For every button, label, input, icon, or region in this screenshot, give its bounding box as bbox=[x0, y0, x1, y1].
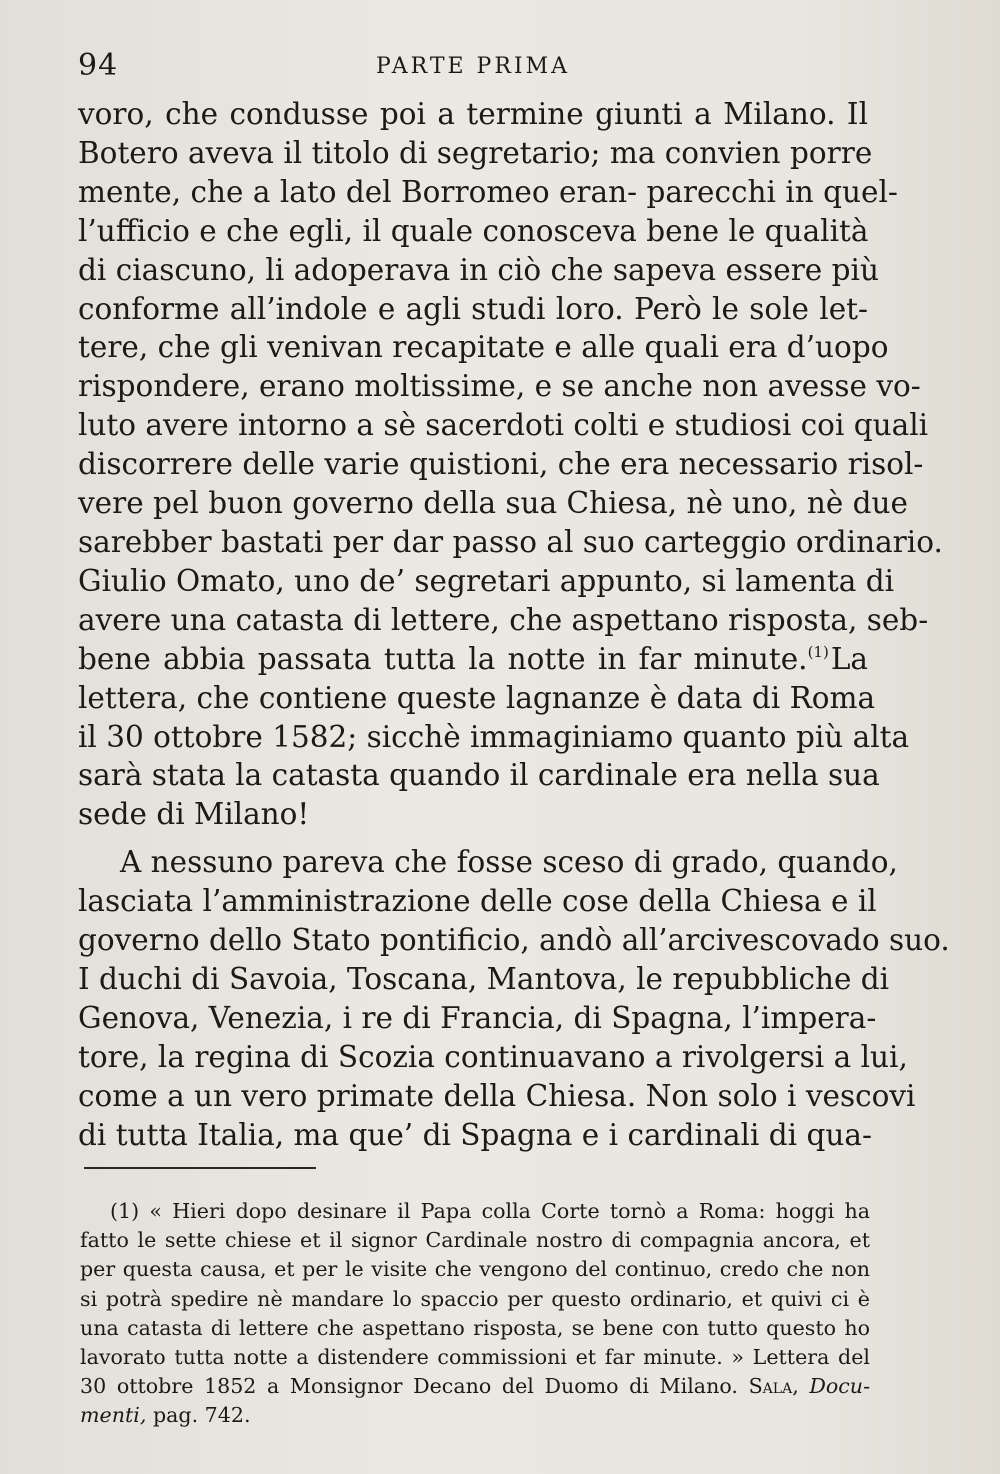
text-line: di ciascuno, li adoperava in ciò che sapeva essere più bbox=[78, 252, 879, 287]
text-line-with-footnote-ref bbox=[78, 640, 868, 679]
footnote-reference[interactable]: (1) bbox=[807, 642, 829, 661]
footnote-line: lavorato tutta notte a distendere commissioni et far minute. » Lettera del bbox=[80, 1345, 870, 1370]
text-line: lettera, che contiene queste lagnanze è data di Roma bbox=[78, 680, 876, 715]
text-line: I duchi di Savoia, Toscana, Mantova, le repubbliche di bbox=[78, 961, 890, 996]
paragraph bbox=[78, 843, 950, 1154]
text-line: tore, la regina di Scozia continuavano a rivolgersi a lui, bbox=[78, 1039, 908, 1074]
text-line: di tutta Italia, ma que’ di Spagna e i cardinali di qua- bbox=[78, 1117, 872, 1152]
text-line: vere pel buon governo della sua Chiesa, nè uno, nè due bbox=[78, 486, 908, 521]
footnote-separator bbox=[84, 1167, 316, 1169]
text-line: Genova, Venezia, i re di Francia, di Spagna, l’impera- bbox=[78, 1000, 877, 1035]
text-line: voro, che condusse poi a termine giunti a Milano. Il bbox=[78, 97, 868, 131]
text-line: luto avere intorno a sè sacerdoti colti e studiosi coi quali bbox=[78, 408, 929, 443]
footnote bbox=[80, 1197, 870, 1431]
text-fragment: La bbox=[830, 641, 868, 676]
citation-author: Sala, bbox=[748, 1374, 799, 1399]
text-line: mente, che a lato del Borromeo eran- parecchi in quel- bbox=[78, 174, 898, 209]
page-number: 94 bbox=[78, 48, 119, 83]
text-line: conforme all’indole e agli studi loro. Però le sole let- bbox=[78, 291, 868, 326]
text-fragment: 30 ottobre 1852 a Monsignor Decano del Duomo di Milano. bbox=[80, 1374, 738, 1399]
citation-work: Docu- bbox=[809, 1374, 871, 1399]
text-line: Giulio Omato, uno de’ segretari appunto, si lamenta di bbox=[78, 563, 895, 598]
main-text bbox=[78, 95, 950, 1154]
footnote-line: una catasta di lettere che aspettano risposta, se bene con tutto questo ho bbox=[80, 1315, 870, 1340]
citation-work: menti, bbox=[80, 1403, 147, 1428]
footnote-line: per questa causa, et per le visite che vengono del continuo, credo che non bbox=[80, 1257, 870, 1282]
text-line: Botero aveva il titolo di segretario; ma convien porre bbox=[78, 135, 873, 170]
page-header bbox=[78, 48, 868, 88]
text-line: l’ufficio e che egli, il quale conosceva bene le qualità bbox=[78, 213, 869, 248]
text-line: governo dello Stato pontificio, andò all’arcivescovado suo. bbox=[78, 923, 950, 958]
text-line: A nessuno pareva che fosse sceso di grado, quando, bbox=[120, 845, 898, 880]
text-line: come a un vero primate della Chiesa. Non solo i vescovi bbox=[78, 1078, 916, 1113]
text-line: tere, che gli venivan recapitate e alle quali era d’uopo bbox=[78, 330, 889, 365]
text-line: sarà stata la catasta quando il cardinale era nella sua bbox=[78, 758, 880, 793]
text-line: avere una catasta di lettere, che aspettano risposta, seb- bbox=[78, 602, 929, 637]
footnote-line: fatto le sette chiese et il signor Cardinale nostro di compagnia ancora, et bbox=[80, 1228, 870, 1253]
footnote-line: (1) « Hieri dopo desinare il Papa colla Corte tornò a Roma: hoggi ha bbox=[110, 1199, 870, 1223]
text-line: discorrere delle varie quistioni, che era necessario risol- bbox=[78, 447, 924, 482]
footnote-line bbox=[80, 1372, 870, 1401]
citation-page: pag. 742. bbox=[152, 1403, 251, 1428]
paragraph bbox=[78, 95, 943, 834]
footnote-line: si potrà spedire nè mandare lo spaccio per questo ordinario, et quivi ci è bbox=[80, 1286, 870, 1311]
running-title: PARTE PRIMA bbox=[375, 54, 571, 79]
text-fragment: bene abbia passata tutta la notte in far minute. bbox=[78, 641, 808, 676]
text-line: lasciata l’amministrazione delle cose della Chiesa e il bbox=[78, 884, 877, 919]
footnote-line bbox=[80, 1401, 870, 1430]
text-line: il 30 ottobre 1582; sicchè immaginiamo quanto più alta bbox=[78, 719, 910, 754]
text-line: sede di Milano! bbox=[78, 797, 310, 832]
text-line: sarebber bastati per dar passo al suo carteggio ordinario. bbox=[78, 524, 943, 559]
text-line: rispondere, erano moltissime, e se anche non avesse vo- bbox=[78, 369, 921, 404]
